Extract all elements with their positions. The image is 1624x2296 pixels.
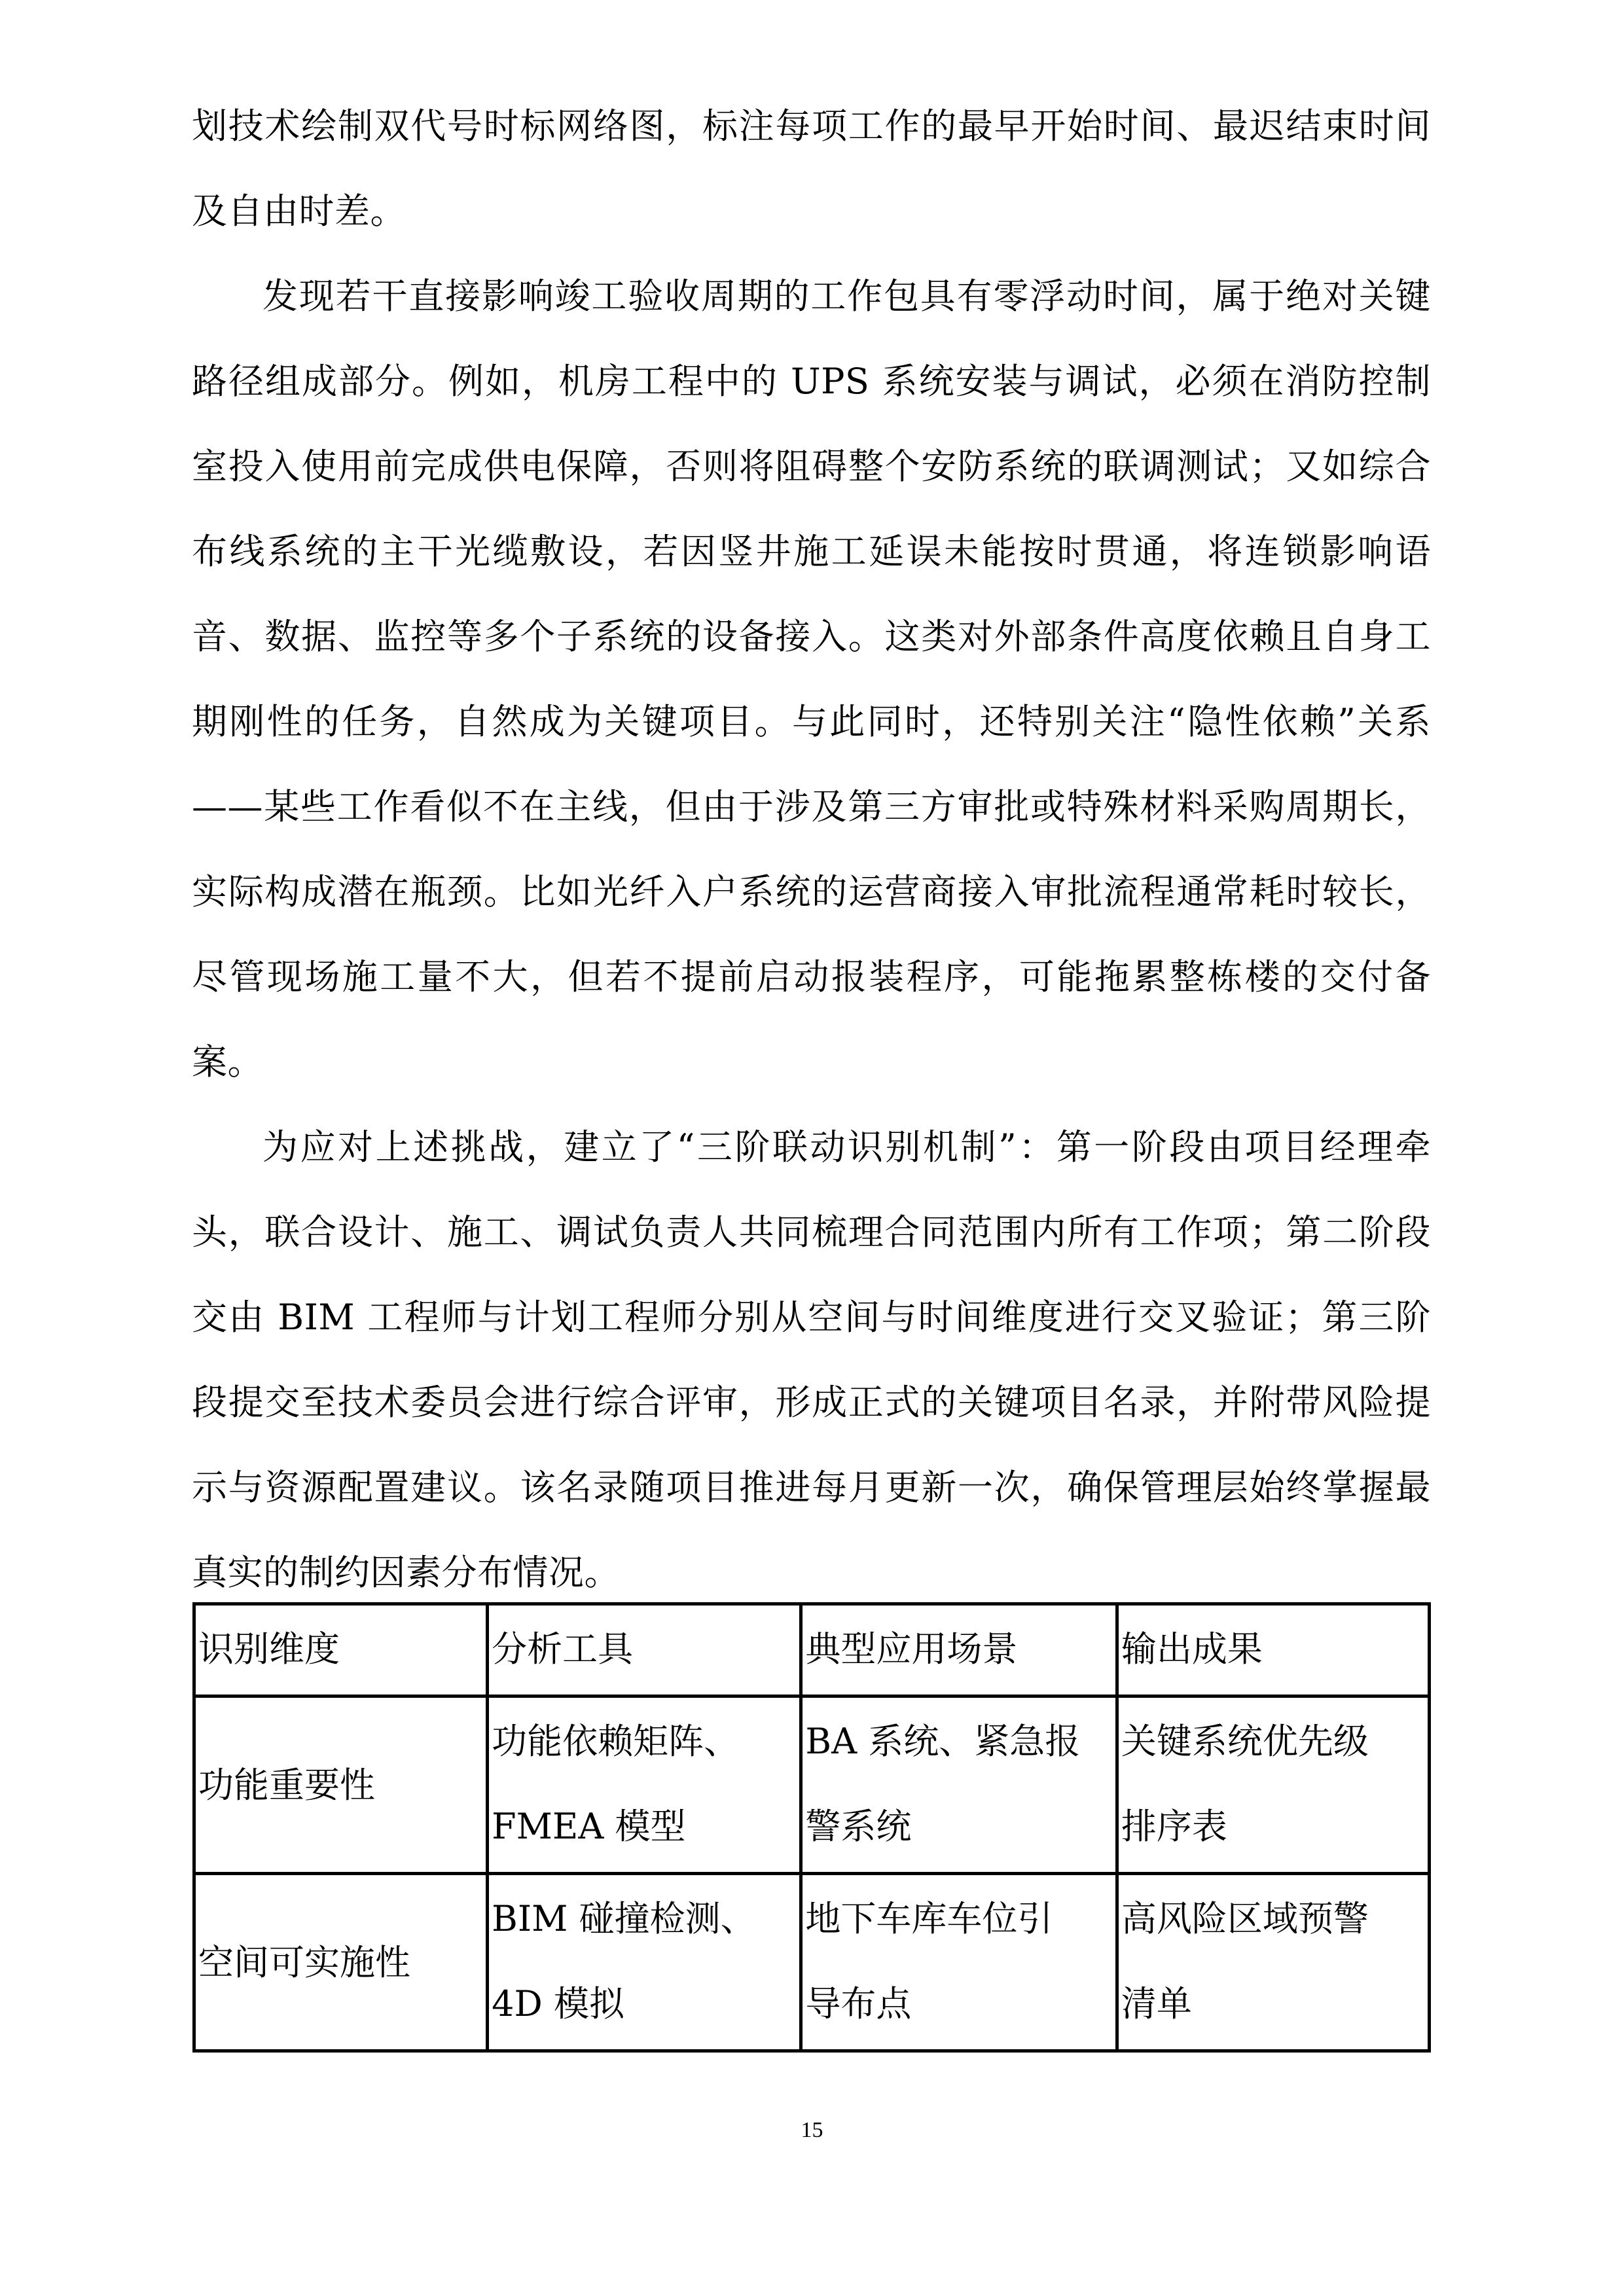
- identification-dimension-table: [192, 1602, 1431, 2053]
- cell-line: 地下车库车位引: [805, 1898, 1053, 1939]
- cell-line: 4D 模拟: [492, 1983, 624, 2024]
- table-cell-dimension: 功能重要性: [194, 1696, 488, 1874]
- table-row: [194, 1696, 1430, 1874]
- cell-line: 高风险区域预警: [1121, 1898, 1369, 1939]
- cell-line: 关键系统优先级: [1121, 1721, 1369, 1762]
- cell-line: 警系统: [805, 1806, 912, 1847]
- table-header-cell: 分析工具: [488, 1604, 801, 1696]
- table-header-cell: 典型应用场景: [801, 1604, 1117, 1696]
- table-cell-tools: [488, 1874, 801, 2051]
- table-header-row: [194, 1604, 1430, 1696]
- paragraph-identification-mechanism: 为应对上述挑战，建立了“三阶联动识别机制”：第一阶段由项目经理牵头，联合设计、施工、调试负责人共同梳理合同范围内所有工作项；第二阶段交由 BIM 工程师与计划工程师分别从空间与时间维度进行交叉验证；第三阶段提交至技术委员会进行综合评审，形成正式的关键项目名录，并附带风险提示与资源配置建议。该名录随项目推进每月更新一次，确保管理层始终掌握最真实的制约因素分布情况。: [192, 1126, 1431, 1593]
- table-cell-tools: [488, 1696, 801, 1874]
- page-number: 15: [801, 2118, 823, 2142]
- cell-line: FMEA 模型: [492, 1806, 686, 1847]
- cell-line: 清单: [1121, 1983, 1192, 2024]
- paragraph-continuation: 划技术绘制双代号时标网络图，标注每项工作的最早开始时间、最迟结束时间及自由时差。: [192, 105, 1431, 232]
- table-cell-dimension: 空间可实施性: [194, 1874, 488, 2051]
- table-cell-output: [1117, 1696, 1429, 1874]
- cell-line: 功能依赖矩阵、: [492, 1721, 740, 1762]
- table-header-cell: 识别维度: [194, 1604, 488, 1696]
- document-body: [192, 84, 1431, 1615]
- cell-line: 排序表: [1121, 1806, 1227, 1847]
- table-cell-output: [1117, 1874, 1429, 2051]
- paragraph-critical-path: 发现若干直接影响竣工验收周期的工作包具有零浮动时间，属于绝对关键路径组成部分。例如，机房工程中的 UPS 系统安装与调试，必须在消防控制室投入使用前完成供电保障，否则将阻碍整个安防系统的联调测试；又如综合布线系统的主干光缆敷设，若因竖井施工延误未能按时贯通，将连锁影响语音、数据、监控等多个子系统的设备接入。这类对外部条件高度依赖且自身工期刚性的任务，自然成为关键项目。与此同时，还特别关注“隐性依赖”关系——某些工作看似不在主线，但由于涉及第三方审批或特殊材料采购周期长，实际构成潜在瓶颈。比如光纤入户系统的运营商接入审批流程通常耗时较长，尽管现场施工量不大，但若不提前启动报装程序，可能拖累整栋楼的交付备案。: [192, 276, 1431, 1083]
- table-row: [194, 1874, 1430, 2051]
- cell-line: BIM 碰撞检测、: [492, 1898, 756, 1939]
- table-cell-scenario: [801, 1874, 1117, 2051]
- cell-line: BA 系统、紧急报: [805, 1721, 1081, 1762]
- table-cell-scenario: [801, 1696, 1117, 1874]
- cell-line: 导布点: [805, 1983, 912, 2024]
- table-header-cell: 输出成果: [1117, 1604, 1429, 1696]
